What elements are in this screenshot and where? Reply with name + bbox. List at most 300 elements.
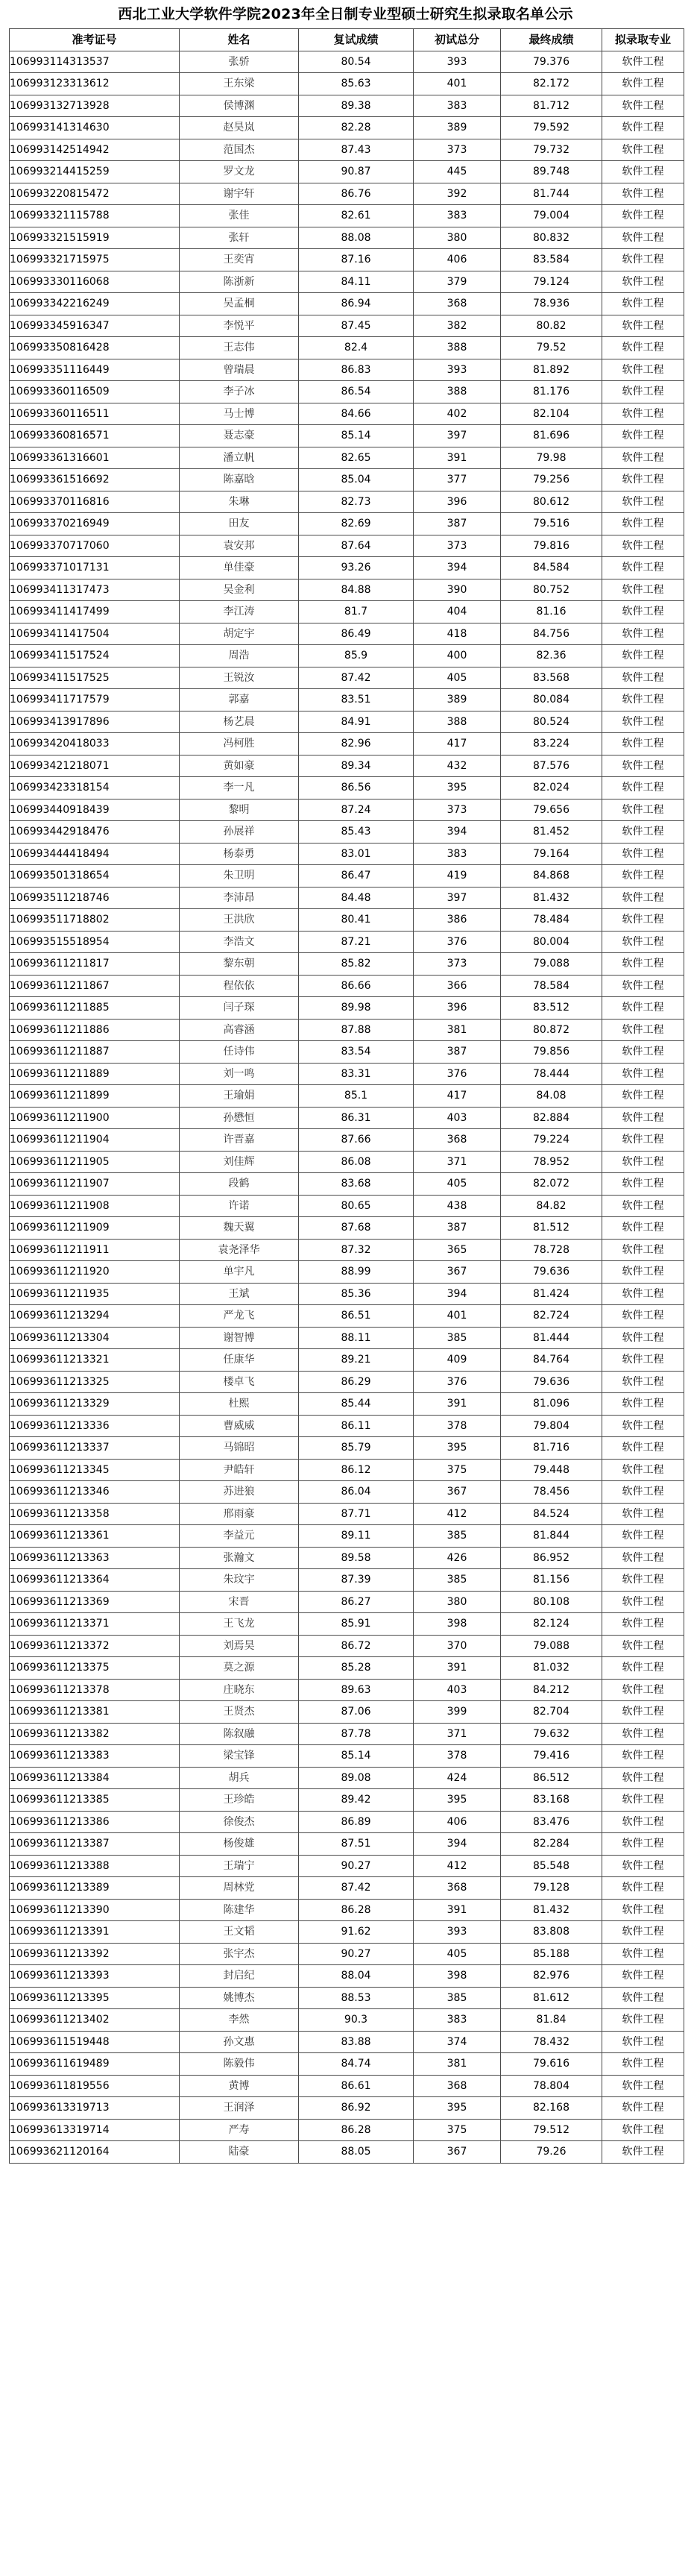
- retest-score-cell: 86.61: [299, 2075, 414, 2097]
- written-total-cell: 381: [414, 2053, 501, 2076]
- written-total-cell: 404: [414, 601, 501, 623]
- table-row: [10, 1679, 684, 1701]
- final-score-cell: 84.756: [501, 623, 602, 645]
- major-cell: 软件工程: [602, 183, 684, 205]
- major-cell: 软件工程: [602, 1877, 684, 1900]
- exam-id-cell: 106993351116449: [10, 359, 180, 381]
- exam-id-cell: 106993611213375: [10, 1657, 180, 1680]
- name-cell: 陈建华: [180, 1899, 299, 1921]
- final-score-cell: 81.424: [501, 1283, 602, 1305]
- written-total-cell: 399: [414, 1701, 501, 1724]
- final-score-cell: 81.432: [501, 1899, 602, 1921]
- name-cell: 邢雨豪: [180, 1503, 299, 1525]
- table-row: [10, 953, 684, 976]
- table-row: [10, 1811, 684, 1833]
- major-cell: 软件工程: [602, 1811, 684, 1833]
- table-row: [10, 2031, 684, 2053]
- written-total-cell: 377: [414, 469, 501, 491]
- major-cell: 软件工程: [602, 1987, 684, 2009]
- name-cell: 吴孟桐: [180, 293, 299, 315]
- exam-id-cell: 106993611519448: [10, 2031, 180, 2053]
- major-cell: 软件工程: [602, 1635, 684, 1657]
- name-cell: 楼卓飞: [180, 1371, 299, 1393]
- major-cell: 软件工程: [602, 1349, 684, 1372]
- major-cell: 软件工程: [602, 403, 684, 425]
- retest-score-cell: 80.54: [299, 51, 414, 73]
- retest-score-cell: 86.94: [299, 293, 414, 315]
- name-cell: 李江涛: [180, 601, 299, 623]
- exam-id-cell: 106993123313612: [10, 73, 180, 95]
- final-score-cell: 81.612: [501, 1987, 602, 2009]
- written-total-cell: 379: [414, 271, 501, 293]
- major-cell: 软件工程: [602, 2119, 684, 2141]
- exam-id-cell: 106993613319713: [10, 2097, 180, 2120]
- retest-score-cell: 88.04: [299, 1965, 414, 1988]
- retest-score-cell: 83.01: [299, 843, 414, 865]
- final-score-cell: 82.172: [501, 73, 602, 95]
- name-cell: 单佳豪: [180, 557, 299, 579]
- written-total-cell: 387: [414, 1217, 501, 1240]
- final-score-cell: 79.26: [501, 2141, 602, 2164]
- retest-score-cell: 87.45: [299, 315, 414, 337]
- major-cell: 软件工程: [602, 1107, 684, 1129]
- written-total-cell: 386: [414, 909, 501, 932]
- final-score-cell: 80.752: [501, 579, 602, 601]
- table-row: [10, 95, 684, 117]
- table-row: [10, 1635, 684, 1657]
- retest-score-cell: 86.29: [299, 1371, 414, 1393]
- name-cell: 周浩: [180, 645, 299, 667]
- header-major: 拟录取专业: [602, 29, 684, 51]
- table-row: [10, 293, 684, 315]
- final-score-cell: 79.124: [501, 271, 602, 293]
- exam-id-cell: 106993611213304: [10, 1327, 180, 1349]
- table-row: [10, 1899, 684, 1921]
- exam-id-cell: 106993621120164: [10, 2141, 180, 2164]
- major-cell: 软件工程: [602, 1943, 684, 1965]
- exam-id-cell: 106993611213393: [10, 1965, 180, 1988]
- major-cell: 软件工程: [602, 1789, 684, 1812]
- written-total-cell: 393: [414, 359, 501, 381]
- written-total-cell: 405: [414, 1173, 501, 1196]
- final-score-cell: 79.804: [501, 1415, 602, 1437]
- final-score-cell: 80.084: [501, 689, 602, 711]
- exam-id-cell: 106993611211908: [10, 1195, 180, 1217]
- major-cell: 软件工程: [602, 1965, 684, 1988]
- table-row: [10, 689, 684, 711]
- major-cell: 软件工程: [602, 1327, 684, 1349]
- major-cell: 软件工程: [602, 909, 684, 932]
- final-score-cell: 82.724: [501, 1305, 602, 1328]
- retest-score-cell: 87.68: [299, 1217, 414, 1240]
- table-row: [10, 1547, 684, 1569]
- retest-score-cell: 85.1: [299, 1085, 414, 1108]
- exam-id-cell: 106993611211885: [10, 997, 180, 1020]
- final-score-cell: 84.524: [501, 1503, 602, 1525]
- table-row: [10, 271, 684, 293]
- name-cell: 范国杰: [180, 139, 299, 161]
- table-row: [10, 1327, 684, 1349]
- major-cell: 软件工程: [602, 249, 684, 271]
- name-cell: 张轩: [180, 227, 299, 249]
- final-score-cell: 79.52: [501, 337, 602, 359]
- final-score-cell: 79.128: [501, 1877, 602, 1900]
- name-cell: 郭嘉: [180, 689, 299, 711]
- table-row: [10, 1613, 684, 1636]
- major-cell: 软件工程: [602, 777, 684, 799]
- retest-score-cell: 86.08: [299, 1151, 414, 1173]
- table-row: [10, 1041, 684, 1064]
- final-score-cell: 81.156: [501, 1569, 602, 1592]
- retest-score-cell: 90.87: [299, 161, 414, 183]
- table-row: [10, 2141, 684, 2164]
- exam-id-cell: 106993370216949: [10, 513, 180, 535]
- name-cell: 黎东朝: [180, 953, 299, 976]
- retest-score-cell: 82.28: [299, 117, 414, 139]
- exam-id-cell: 106993411517524: [10, 645, 180, 667]
- written-total-cell: 388: [414, 381, 501, 403]
- exam-id-cell: 106993321715975: [10, 249, 180, 271]
- major-cell: 软件工程: [602, 1701, 684, 1724]
- exam-id-cell: 106993611213378: [10, 1679, 180, 1701]
- written-total-cell: 406: [414, 249, 501, 271]
- table-row: [10, 1459, 684, 1481]
- retest-score-cell: 85.82: [299, 953, 414, 976]
- retest-score-cell: 86.72: [299, 1635, 414, 1657]
- retest-score-cell: 87.71: [299, 1503, 414, 1525]
- final-score-cell: 83.224: [501, 733, 602, 755]
- written-total-cell: 375: [414, 2119, 501, 2141]
- final-score-cell: 82.284: [501, 1833, 602, 1856]
- exam-id-cell: 106993370116816: [10, 491, 180, 513]
- name-cell: 田友: [180, 513, 299, 535]
- table-row: [10, 909, 684, 932]
- written-total-cell: 387: [414, 1041, 501, 1064]
- name-cell: 曾瑞晨: [180, 359, 299, 381]
- name-cell: 许诺: [180, 1195, 299, 1217]
- retest-score-cell: 82.61: [299, 205, 414, 227]
- written-total-cell: 392: [414, 183, 501, 205]
- exam-id-cell: 106993360816571: [10, 425, 180, 447]
- exam-id-cell: 106993501318654: [10, 865, 180, 888]
- retest-score-cell: 84.11: [299, 271, 414, 293]
- table-row: [10, 601, 684, 623]
- name-cell: 梁宝锋: [180, 1745, 299, 1768]
- header-written-total: 初试总分: [414, 29, 501, 51]
- final-score-cell: 80.004: [501, 931, 602, 953]
- table-row: [10, 1481, 684, 1504]
- table-row: [10, 1261, 684, 1284]
- final-score-cell: 79.636: [501, 1261, 602, 1284]
- retest-score-cell: 83.54: [299, 1041, 414, 1064]
- table-row: [10, 1921, 684, 1944]
- table-row: [10, 469, 684, 491]
- name-cell: 刘焉昊: [180, 1635, 299, 1657]
- exam-id-cell: 106993360116511: [10, 403, 180, 425]
- written-total-cell: 367: [414, 1481, 501, 1504]
- final-score-cell: 81.712: [501, 95, 602, 117]
- written-total-cell: 385: [414, 1525, 501, 1548]
- written-total-cell: 397: [414, 425, 501, 447]
- table-row: [10, 227, 684, 249]
- exam-id-cell: 106993611213402: [10, 2009, 180, 2032]
- table-row: [10, 139, 684, 161]
- exam-id-cell: 106993611211907: [10, 1173, 180, 1196]
- written-total-cell: 385: [414, 1327, 501, 1349]
- table-row: [10, 183, 684, 205]
- exam-id-cell: 106993611211935: [10, 1283, 180, 1305]
- written-total-cell: 393: [414, 1921, 501, 1944]
- name-cell: 段鹤: [180, 1173, 299, 1196]
- exam-id-cell: 106993342216249: [10, 293, 180, 315]
- retest-score-cell: 87.39: [299, 1569, 414, 1592]
- final-score-cell: 80.82: [501, 315, 602, 337]
- written-total-cell: 389: [414, 117, 501, 139]
- final-score-cell: 79.816: [501, 535, 602, 557]
- exam-id-cell: 106993611213389: [10, 1877, 180, 1900]
- major-cell: 软件工程: [602, 271, 684, 293]
- major-cell: 软件工程: [602, 1613, 684, 1636]
- major-cell: 软件工程: [602, 2141, 684, 2164]
- exam-id-cell: 106993611211904: [10, 1129, 180, 1152]
- table-row: [10, 667, 684, 689]
- final-score-cell: 84.08: [501, 1085, 602, 1108]
- retest-score-cell: 85.9: [299, 645, 414, 667]
- final-score-cell: 81.696: [501, 425, 602, 447]
- major-cell: 软件工程: [602, 469, 684, 491]
- exam-id-cell: 106993413917896: [10, 711, 180, 733]
- final-score-cell: 79.656: [501, 799, 602, 821]
- final-score-cell: 81.716: [501, 1437, 602, 1460]
- final-score-cell: 79.592: [501, 117, 602, 139]
- written-total-cell: 368: [414, 293, 501, 315]
- name-cell: 胡兵: [180, 1767, 299, 1789]
- written-total-cell: 380: [414, 227, 501, 249]
- exam-id-cell: 106993321115788: [10, 205, 180, 227]
- written-total-cell: 396: [414, 491, 501, 513]
- name-cell: 潘立帆: [180, 447, 299, 469]
- written-total-cell: 368: [414, 1129, 501, 1152]
- exam-id-cell: 106993611213386: [10, 1811, 180, 1833]
- major-cell: 软件工程: [602, 557, 684, 579]
- table-row: [10, 1019, 684, 1041]
- exam-id-cell: 106993611211867: [10, 975, 180, 997]
- table-row: [10, 425, 684, 447]
- major-cell: 软件工程: [602, 1525, 684, 1548]
- retest-score-cell: 82.65: [299, 447, 414, 469]
- name-cell: 任康华: [180, 1349, 299, 1372]
- name-cell: 封启纪: [180, 1965, 299, 1988]
- exam-id-cell: 106993611211886: [10, 1019, 180, 1041]
- name-cell: 李子冰: [180, 381, 299, 403]
- exam-id-cell: 106993611213390: [10, 1899, 180, 1921]
- retest-score-cell: 87.78: [299, 1723, 414, 1745]
- final-score-cell: 81.16: [501, 601, 602, 623]
- exam-id-cell: 106993611211817: [10, 953, 180, 976]
- final-score-cell: 79.088: [501, 1635, 602, 1657]
- retest-score-cell: 82.69: [299, 513, 414, 535]
- final-score-cell: 84.584: [501, 557, 602, 579]
- retest-score-cell: 85.14: [299, 1745, 414, 1768]
- major-cell: 软件工程: [602, 887, 684, 909]
- major-cell: 软件工程: [602, 711, 684, 733]
- exam-id-cell: 106993611213363: [10, 1547, 180, 1569]
- table-row: [10, 535, 684, 557]
- written-total-cell: 395: [414, 777, 501, 799]
- table-row: [10, 887, 684, 909]
- table-row: [10, 1437, 684, 1460]
- table-row: [10, 579, 684, 601]
- admission-table: [9, 28, 684, 2164]
- final-score-cell: 79.416: [501, 1745, 602, 1768]
- written-total-cell: 371: [414, 1151, 501, 1173]
- retest-score-cell: 89.21: [299, 1349, 414, 1372]
- exam-id-cell: 106993370717060: [10, 535, 180, 557]
- major-cell: 软件工程: [602, 1393, 684, 1416]
- name-cell: 王志伟: [180, 337, 299, 359]
- name-cell: 许晋嘉: [180, 1129, 299, 1152]
- final-score-cell: 83.168: [501, 1789, 602, 1812]
- final-score-cell: 79.164: [501, 843, 602, 865]
- final-score-cell: 79.632: [501, 1723, 602, 1745]
- major-cell: 软件工程: [602, 1085, 684, 1108]
- written-total-cell: 398: [414, 1613, 501, 1636]
- table-header-row: [10, 29, 684, 51]
- table-row: [10, 381, 684, 403]
- name-cell: 王瑞宁: [180, 1855, 299, 1877]
- exam-id-cell: 106993220815472: [10, 183, 180, 205]
- name-cell: 王东梁: [180, 73, 299, 95]
- retest-score-cell: 85.36: [299, 1283, 414, 1305]
- retest-score-cell: 89.34: [299, 755, 414, 777]
- exam-id-cell: 106993611213372: [10, 1635, 180, 1657]
- major-cell: 软件工程: [602, 425, 684, 447]
- major-cell: 软件工程: [602, 1415, 684, 1437]
- major-cell: 软件工程: [602, 623, 684, 645]
- table-row: [10, 557, 684, 579]
- retest-score-cell: 86.66: [299, 975, 414, 997]
- retest-score-cell: 86.28: [299, 2119, 414, 2141]
- major-cell: 软件工程: [602, 953, 684, 976]
- name-cell: 吴金利: [180, 579, 299, 601]
- major-cell: 软件工程: [602, 1195, 684, 1217]
- written-total-cell: 387: [414, 513, 501, 535]
- table-row: [10, 843, 684, 865]
- name-cell: 罗文龙: [180, 161, 299, 183]
- written-total-cell: 412: [414, 1503, 501, 1525]
- name-cell: 赵昊岚: [180, 117, 299, 139]
- name-cell: 严龙飞: [180, 1305, 299, 1328]
- header-exam-id: 准考证号: [10, 29, 180, 51]
- final-score-cell: 81.032: [501, 1657, 602, 1680]
- exam-id-cell: 106993411717579: [10, 689, 180, 711]
- exam-id-cell: 106993515518954: [10, 931, 180, 953]
- major-cell: 软件工程: [602, 645, 684, 667]
- written-total-cell: 417: [414, 1085, 501, 1108]
- exam-id-cell: 106993611213387: [10, 1833, 180, 1856]
- retest-score-cell: 81.7: [299, 601, 414, 623]
- written-total-cell: 403: [414, 1107, 501, 1129]
- retest-score-cell: 86.54: [299, 381, 414, 403]
- final-score-cell: 78.484: [501, 909, 602, 932]
- name-cell: 姚博杰: [180, 1987, 299, 2009]
- name-cell: 王奕宵: [180, 249, 299, 271]
- major-cell: 软件工程: [602, 689, 684, 711]
- name-cell: 袁尧泽华: [180, 1239, 299, 1261]
- exam-id-cell: 106993440918439: [10, 799, 180, 821]
- retest-score-cell: 86.12: [299, 1459, 414, 1481]
- final-score-cell: 79.376: [501, 51, 602, 73]
- table-row: [10, 491, 684, 513]
- table-row: [10, 2009, 684, 2032]
- retest-score-cell: 83.51: [299, 689, 414, 711]
- major-cell: 软件工程: [602, 95, 684, 117]
- written-total-cell: 373: [414, 535, 501, 557]
- retest-score-cell: 84.48: [299, 887, 414, 909]
- retest-score-cell: 86.47: [299, 865, 414, 888]
- retest-score-cell: 87.24: [299, 799, 414, 821]
- retest-score-cell: 84.74: [299, 2053, 414, 2076]
- written-total-cell: 424: [414, 1767, 501, 1789]
- written-total-cell: 376: [414, 1063, 501, 1085]
- retest-score-cell: 86.83: [299, 359, 414, 381]
- major-cell: 软件工程: [602, 1591, 684, 1613]
- final-score-cell: 82.024: [501, 777, 602, 799]
- retest-score-cell: 86.89: [299, 1811, 414, 1833]
- final-score-cell: 81.844: [501, 1525, 602, 1548]
- exam-id-cell: 106993611213358: [10, 1503, 180, 1525]
- name-cell: 陈嘉晗: [180, 469, 299, 491]
- exam-id-cell: 106993611213325: [10, 1371, 180, 1393]
- final-score-cell: 81.512: [501, 1217, 602, 1240]
- retest-score-cell: 91.62: [299, 1921, 414, 1944]
- exam-id-cell: 106993611213361: [10, 1525, 180, 1548]
- table-row: [10, 403, 684, 425]
- final-score-cell: 81.744: [501, 183, 602, 205]
- written-total-cell: 378: [414, 1415, 501, 1437]
- final-score-cell: 81.84: [501, 2009, 602, 2032]
- major-cell: 软件工程: [602, 1239, 684, 1261]
- table-row: [10, 2097, 684, 2120]
- exam-id-cell: 106993444418494: [10, 843, 180, 865]
- written-total-cell: 391: [414, 1657, 501, 1680]
- final-score-cell: 80.832: [501, 227, 602, 249]
- exam-id-cell: 106993361516692: [10, 469, 180, 491]
- name-cell: 程依依: [180, 975, 299, 997]
- retest-score-cell: 86.56: [299, 777, 414, 799]
- major-cell: 软件工程: [602, 1679, 684, 1701]
- name-cell: 刘佳辉: [180, 1151, 299, 1173]
- written-total-cell: 365: [414, 1239, 501, 1261]
- retest-score-cell: 88.08: [299, 227, 414, 249]
- written-total-cell: 398: [414, 1965, 501, 1988]
- final-score-cell: 79.256: [501, 469, 602, 491]
- retest-score-cell: 89.63: [299, 1679, 414, 1701]
- exam-id-cell: 106993613319714: [10, 2119, 180, 2141]
- retest-score-cell: 85.28: [299, 1657, 414, 1680]
- retest-score-cell: 83.68: [299, 1173, 414, 1196]
- final-score-cell: 81.892: [501, 359, 602, 381]
- major-cell: 软件工程: [602, 2031, 684, 2053]
- written-total-cell: 376: [414, 931, 501, 953]
- final-score-cell: 82.072: [501, 1173, 602, 1196]
- exam-id-cell: 106993611213364: [10, 1569, 180, 1592]
- name-cell: 李沛昂: [180, 887, 299, 909]
- major-cell: 软件工程: [602, 1261, 684, 1284]
- exam-id-cell: 106993511218746: [10, 887, 180, 909]
- major-cell: 软件工程: [602, 1723, 684, 1745]
- major-cell: 软件工程: [602, 2053, 684, 2076]
